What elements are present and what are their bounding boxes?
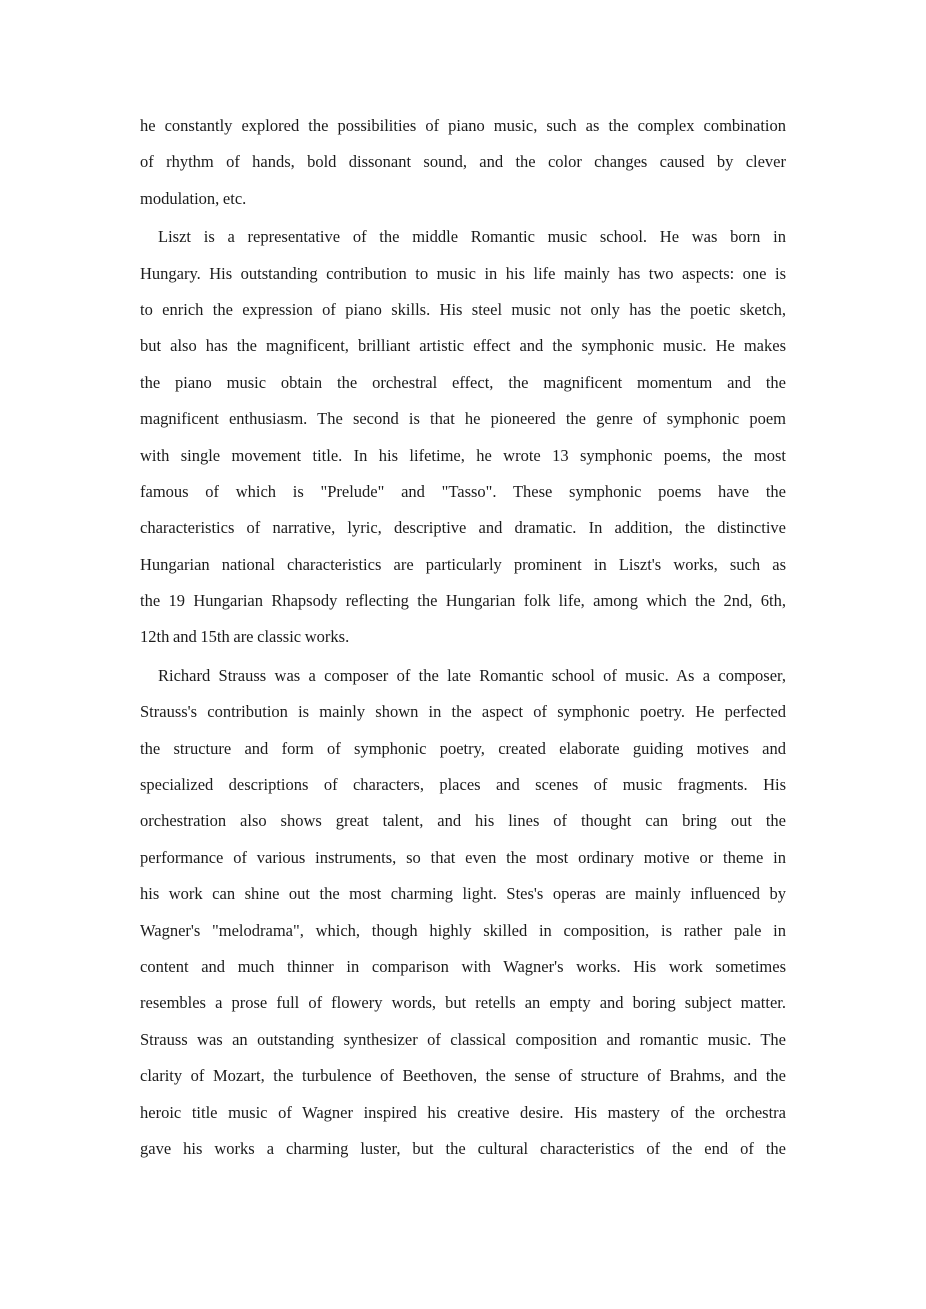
- text-line: specialized descriptions of characters, places and scenes of music fragments. His: [140, 775, 786, 795]
- text-line: content and much thinner in comparison with Wagner's works. His work sometimes: [140, 956, 786, 976]
- text-line: with single movement title. In his lifetime, he wrote 13 symphonic poems, the most: [140, 445, 786, 465]
- text-line: Wagner's "melodrama", which, though highly skilled in composition, is rather pale in: [140, 920, 786, 940]
- text-line: Strauss's contribution is mainly shown in the aspect of symphonic poetry. He perfected: [140, 702, 786, 722]
- text-line: to enrich the expression of piano skills. His steel music not only has the poetic sketch,: [140, 299, 786, 319]
- text-line: Hungarian national characteristics are particularly prominent in Liszt's works, such as: [140, 554, 786, 574]
- text-line: magnificent enthusiasm. The second is that he pioneered the genre of symphonic poem: [140, 409, 786, 429]
- text-line: orchestration also shows great talent, and his lines of thought can bring out the: [140, 811, 786, 831]
- text-line: the structure and form of symphonic poetry, created elaborate guiding motives and: [140, 738, 786, 758]
- text-line: gave his works a charming luster, but the cultural characteristics of the end of the: [140, 1138, 786, 1158]
- text-line: the 19 Hungarian Rhapsody reflecting the Hungarian folk life, among which the 2nd, 6th,: [140, 591, 786, 611]
- text-line: 12th and 15th are classic works.: [140, 627, 350, 647]
- text-line: resembles a prose full of flowery words, but retells an empty and boring subject matter.: [140, 993, 786, 1013]
- text-line: but also has the magnificent, brilliant artistic effect and the symphonic music. He makes: [140, 336, 786, 356]
- text-line: he constantly explored the possibilities of piano music, such as the complex combination: [140, 116, 786, 135]
- text-line: his work can shine out the most charming light. Stes's operas are mainly influenced by: [140, 884, 786, 904]
- text-line: clarity of Mozart, the turbulence of Beethoven, the sense of structure of Brahms, and the: [140, 1066, 786, 1086]
- document-body: [140, 108, 786, 1167]
- text-line: Liszt is a representative of the middle Romantic music school. He was born in: [158, 227, 786, 247]
- paragraph-1: [140, 108, 786, 217]
- text-line: famous of which is "Prelude" and "Tasso". These symphonic poems have the: [140, 481, 786, 501]
- text-line: characteristics of narrative, lyric, descriptive and dramatic. In addition, the distinctive: [140, 518, 786, 538]
- text-line: the piano music obtain the orchestral effect, the magnificent momentum and the: [140, 372, 786, 392]
- text-line: modulation, etc.: [140, 188, 247, 208]
- text-line: performance of various instruments, so that even the most ordinary motive or theme in: [140, 847, 786, 867]
- paragraph-3: [140, 658, 786, 1167]
- text-line: Strauss was an outstanding synthesizer of classical composition and romantic music. The: [140, 1029, 786, 1049]
- paragraph-2: [140, 219, 786, 656]
- text-line: heroic title music of Wagner inspired his creative desire. His mastery of the orchestra: [140, 1102, 786, 1122]
- text-line: Richard Strauss was a composer of the late Romantic school of music. As a composer,: [158, 665, 786, 685]
- text-line: of rhythm of hands, bold dissonant sound, and the color changes caused by clever: [140, 152, 786, 172]
- text-line: Hungary. His outstanding contribution to music in his life mainly has two aspects: one is: [140, 263, 786, 283]
